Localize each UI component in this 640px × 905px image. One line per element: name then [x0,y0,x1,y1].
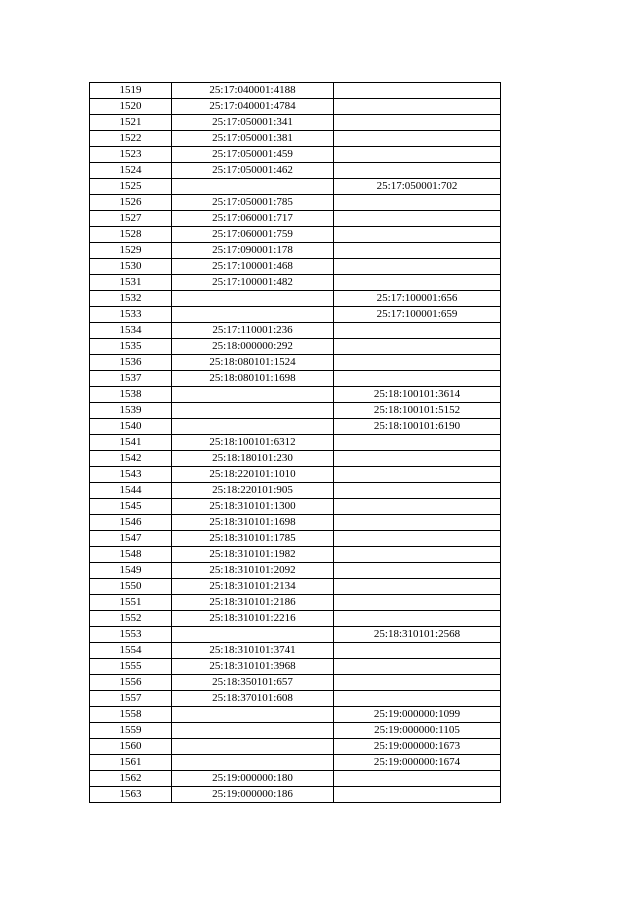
row-number-cell: 1557 [90,691,172,707]
table-row [90,403,501,419]
row-number-cell: 1552 [90,611,172,627]
cadastral-number-alt-cell [334,675,501,691]
row-number-cell: 1554 [90,643,172,659]
row-number-cell: 1541 [90,435,172,451]
cadastral-number-cell: 25:17:100001:468 [172,259,334,275]
table-row [90,787,501,803]
table-row [90,595,501,611]
table-row [90,115,501,131]
cadastral-number-cell: 25:17:050001:459 [172,147,334,163]
cadastral-number-cell: 25:18:310101:1982 [172,547,334,563]
row-number-cell: 1531 [90,275,172,291]
cadastral-number-cell: 25:18:310101:2186 [172,595,334,611]
cadastral-number-cell: 25:18:350101:657 [172,675,334,691]
row-number-cell: 1523 [90,147,172,163]
table-row [90,371,501,387]
cadastral-number-cell: 25:18:310101:1785 [172,531,334,547]
cadastral-number-cell [172,707,334,723]
table-row [90,227,501,243]
cadastral-number-alt-cell: 25:18:100101:3614 [334,387,501,403]
cadastral-number-alt-cell: 25:17:100001:659 [334,307,501,323]
table-row [90,259,501,275]
table-row [90,451,501,467]
table-row [90,531,501,547]
row-number-cell: 1544 [90,483,172,499]
cadastral-number-alt-cell [334,195,501,211]
cadastral-number-alt-cell [334,691,501,707]
row-number-cell: 1559 [90,723,172,739]
cadastral-number-cell [172,387,334,403]
cadastral-number-cell [172,755,334,771]
row-number-cell: 1547 [90,531,172,547]
row-number-cell: 1546 [90,515,172,531]
cadastral-number-alt-cell [334,547,501,563]
row-number-cell: 1532 [90,291,172,307]
cadastral-number-alt-cell [334,163,501,179]
row-number-cell: 1553 [90,627,172,643]
row-number-cell: 1526 [90,195,172,211]
table-row [90,611,501,627]
table-row [90,83,501,99]
cadastral-number-alt-cell [334,515,501,531]
cadastral-number-cell: 25:18:080101:1698 [172,371,334,387]
cadastral-number-cell: 25:18:220101:905 [172,483,334,499]
row-number-cell: 1549 [90,563,172,579]
cadastral-number-cell: 25:18:080101:1524 [172,355,334,371]
cadastral-number-alt-cell [334,787,501,803]
cadastral-number-cell [172,739,334,755]
row-number-cell: 1535 [90,339,172,355]
cadastral-number-alt-cell [334,531,501,547]
cadastral-number-cell: 25:18:310101:2092 [172,563,334,579]
cadastral-number-cell: 25:18:180101:230 [172,451,334,467]
cadastral-number-table [89,82,501,803]
row-number-cell: 1527 [90,211,172,227]
row-number-cell: 1558 [90,707,172,723]
cadastral-number-cell: 25:19:000000:180 [172,771,334,787]
cadastral-number-cell: 25:17:050001:785 [172,195,334,211]
cadastral-number-alt-cell: 25:19:000000:1673 [334,739,501,755]
row-number-cell: 1534 [90,323,172,339]
cadastral-number-cell [172,179,334,195]
row-number-cell: 1521 [90,115,172,131]
table-row [90,483,501,499]
cadastral-number-alt-cell: 25:18:100101:6190 [334,419,501,435]
cadastral-number-alt-cell [334,467,501,483]
cadastral-number-cell: 25:19:000000:186 [172,787,334,803]
cadastral-number-cell [172,403,334,419]
cadastral-number-alt-cell [334,355,501,371]
table-row [90,355,501,371]
table-row [90,755,501,771]
row-number-cell: 1528 [90,227,172,243]
row-number-cell: 1551 [90,595,172,611]
cadastral-number-alt-cell [334,275,501,291]
cadastral-number-alt-cell [334,435,501,451]
cadastral-number-cell: 25:18:370101:608 [172,691,334,707]
row-number-cell: 1537 [90,371,172,387]
table-row [90,675,501,691]
row-number-cell: 1563 [90,787,172,803]
cadastral-number-alt-cell [334,227,501,243]
table-row [90,515,501,531]
table-row [90,499,501,515]
cadastral-number-alt-cell [334,131,501,147]
table-row [90,275,501,291]
table-row [90,627,501,643]
row-number-cell: 1522 [90,131,172,147]
cadastral-number-cell: 25:18:310101:2134 [172,579,334,595]
cadastral-number-cell: 25:17:040001:4784 [172,99,334,115]
cadastral-number-alt-cell [334,643,501,659]
table-row [90,243,501,259]
table-row [90,659,501,675]
cadastral-number-cell: 25:17:060001:759 [172,227,334,243]
cadastral-number-cell: 25:17:100001:482 [172,275,334,291]
cadastral-number-cell: 25:18:310101:1698 [172,515,334,531]
cadastral-number-cell: 25:17:050001:341 [172,115,334,131]
table-row [90,179,501,195]
cadastral-number-alt-cell [334,499,501,515]
row-number-cell: 1555 [90,659,172,675]
cadastral-number-cell: 25:17:040001:4188 [172,83,334,99]
cadastral-number-cell: 25:18:100101:6312 [172,435,334,451]
cadastral-number-alt-cell [334,595,501,611]
table-row [90,323,501,339]
table-row [90,467,501,483]
cadastral-number-alt-cell [334,371,501,387]
cadastral-number-alt-cell: 25:19:000000:1674 [334,755,501,771]
cadastral-number-alt-cell [334,259,501,275]
row-number-cell: 1540 [90,419,172,435]
row-number-cell: 1538 [90,387,172,403]
table-row [90,211,501,227]
row-number-cell: 1560 [90,739,172,755]
cadastral-number-alt-cell [334,339,501,355]
cadastral-number-alt-cell [334,115,501,131]
cadastral-number-cell: 25:17:090001:178 [172,243,334,259]
cadastral-number-cell [172,419,334,435]
table-row [90,147,501,163]
row-number-cell: 1533 [90,307,172,323]
cadastral-number-alt-cell [334,451,501,467]
cadastral-number-alt-cell [334,659,501,675]
table-row [90,547,501,563]
table-row [90,291,501,307]
row-number-cell: 1556 [90,675,172,691]
cadastral-number-alt-cell [334,483,501,499]
table-row [90,419,501,435]
row-number-cell: 1545 [90,499,172,515]
cadastral-number-cell: 25:18:000000:292 [172,339,334,355]
cadastral-number-alt-cell: 25:17:050001:702 [334,179,501,195]
table-row [90,195,501,211]
row-number-cell: 1530 [90,259,172,275]
cadastral-number-alt-cell: 25:17:100001:656 [334,291,501,307]
table-row [90,739,501,755]
cadastral-number-alt-cell [334,99,501,115]
table-row [90,163,501,179]
table-row [90,387,501,403]
table-row [90,563,501,579]
row-number-cell: 1542 [90,451,172,467]
cadastral-number-cell: 25:18:310101:1300 [172,499,334,515]
cadastral-number-cell [172,307,334,323]
cadastral-number-alt-cell [334,771,501,787]
table-row [90,771,501,787]
cadastral-number-cell: 25:17:110001:236 [172,323,334,339]
cadastral-number-cell: 25:18:310101:3968 [172,659,334,675]
row-number-cell: 1524 [90,163,172,179]
row-number-cell: 1548 [90,547,172,563]
cadastral-number-alt-cell [334,243,501,259]
row-number-cell: 1520 [90,99,172,115]
cadastral-number-alt-cell: 25:18:100101:5152 [334,403,501,419]
table-row [90,579,501,595]
cadastral-number-alt-cell: 25:19:000000:1099 [334,707,501,723]
table-row [90,99,501,115]
table-row [90,435,501,451]
cadastral-number-cell [172,627,334,643]
table-row [90,643,501,659]
table-row [90,707,501,723]
table-row [90,307,501,323]
table-row [90,131,501,147]
row-number-cell: 1562 [90,771,172,787]
cadastral-number-alt-cell [334,579,501,595]
table-row [90,691,501,707]
row-number-cell: 1529 [90,243,172,259]
cadastral-number-cell [172,291,334,307]
cadastral-number-cell [172,723,334,739]
cadastral-number-alt-cell [334,147,501,163]
cadastral-number-cell: 25:18:310101:3741 [172,643,334,659]
cadastral-number-cell: 25:18:310101:2216 [172,611,334,627]
cadastral-number-cell: 25:17:050001:381 [172,131,334,147]
row-number-cell: 1539 [90,403,172,419]
table-row [90,339,501,355]
cadastral-number-alt-cell [334,211,501,227]
row-number-cell: 1519 [90,83,172,99]
row-number-cell: 1536 [90,355,172,371]
row-number-cell: 1525 [90,179,172,195]
cadastral-number-alt-cell [334,563,501,579]
table-body [90,83,501,803]
cadastral-number-cell: 25:17:060001:717 [172,211,334,227]
row-number-cell: 1543 [90,467,172,483]
cadastral-number-cell: 25:17:050001:462 [172,163,334,179]
cadastral-number-alt-cell: 25:18:310101:2568 [334,627,501,643]
cadastral-number-alt-cell [334,323,501,339]
row-number-cell: 1561 [90,755,172,771]
row-number-cell: 1550 [90,579,172,595]
table-row [90,723,501,739]
cadastral-number-cell: 25:18:220101:1010 [172,467,334,483]
cadastral-number-alt-cell [334,611,501,627]
cadastral-number-alt-cell: 25:19:000000:1105 [334,723,501,739]
cadastral-number-alt-cell [334,83,501,99]
